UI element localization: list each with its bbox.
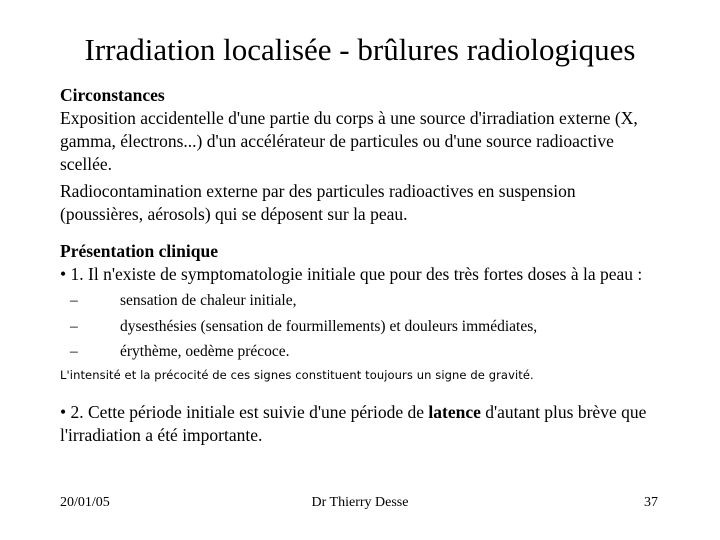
list-item: [60, 339, 660, 365]
slide-title: Irradiation localisée - brûlures radiologiques: [84, 32, 636, 67]
symptom-text: érythème, oedème précoce.: [120, 343, 290, 360]
dash-bullet-icon: –: [70, 292, 78, 309]
circonstances-heading: Circonstances: [60, 85, 165, 105]
circonstances-paragraph-1: Exposition accidentelle d'une partie du corps à une source d'irradiation externe (X, gamma, électrons...) d'un accélérateur de particules ou d'une source radioactive scellée.: [60, 108, 638, 174]
dash-bullet-icon: –: [70, 343, 78, 360]
footer-author: Dr Thierry Desse: [311, 495, 409, 510]
presentation-point-1: • 1. Il n'existe de symptomatologie initiale que pour des très fortes doses à la peau :: [60, 264, 643, 284]
symptom-text: dysesthésies (sensation de fourmillements) et douleurs immédiates,: [120, 317, 538, 335]
gravity-note: L'intensité et la précocité de ces signes constituent toujours un signe de gravité.: [60, 367, 534, 382]
presentation-point-2: [60, 401, 660, 447]
latence-term: latence: [428, 401, 481, 422]
list-item: [60, 288, 660, 314]
slide-content: [60, 84, 660, 447]
presentation-section: [60, 240, 660, 447]
point-2-text-start: • 2. Cette période initiale est suivie d'une période de: [60, 401, 429, 422]
footer-page-number: 37: [644, 495, 658, 510]
dash-bullet-icon: –: [70, 317, 78, 335]
list-item: [60, 314, 660, 340]
symptom-text: sensation de chaleur initiale,: [120, 292, 297, 309]
footer-date: 20/01/05: [60, 495, 110, 510]
circonstances-paragraph-2: Radiocontamination externe par des particules radioactives en suspension (poussières, aérosols) qui se déposent sur la peau.: [60, 181, 576, 224]
point-2-text-end: d'autant plus brève que l'irradiation a été importante.: [60, 401, 647, 445]
presentation-heading: Présentation clinique: [60, 241, 218, 261]
symptom-list: [60, 288, 660, 365]
